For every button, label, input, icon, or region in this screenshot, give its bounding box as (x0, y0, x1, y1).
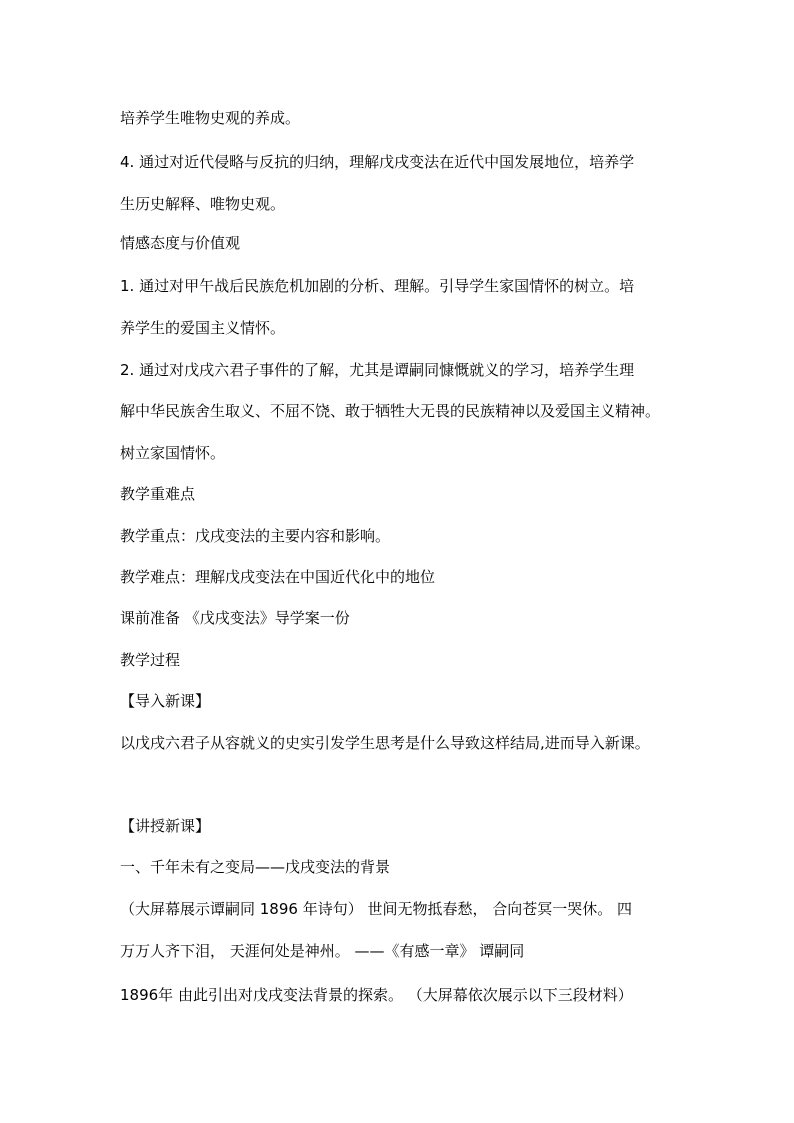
section-heading: 教学重难点 (120, 485, 196, 503)
text-line: 4. 通过对近代侵略与反抗的归纳，理解戊戌变法在近代中国发展地位，培养学 (120, 153, 635, 171)
text-line: 以戊戌六君子从容就义的史实引发学生思考是什么导致这样结局,进而导入新课。 (120, 734, 650, 752)
section-heading: 【导入新课】 (120, 692, 211, 710)
text-line: 2. 通过对戊戌六君子事件的了解，尤其是谭嗣同慷慨就义的学习，培养学生理 (120, 361, 635, 379)
text-line: 课前准备 《戊戌变法》导学案一份 (120, 609, 350, 627)
section-heading: 【讲授新课】 (120, 817, 211, 835)
text-line: （大屏幕展示谭嗣同 1896 年诗句） 世间无物抵春愁， 合向苍冥一哭休。 四 (120, 900, 633, 918)
section-heading: 一、千年未有之变局——戊戌变法的背景 (120, 858, 391, 876)
text-line: 1. 通过对甲午战后民族危机加剧的分析、理解。引导学生家国情怀的树立。培 (120, 277, 635, 295)
text-line: 树立家国情怀。 (120, 444, 226, 462)
section-heading: 情感态度与价值观 (120, 234, 241, 252)
text-line: 教学重点：戊戌变法的主要内容和影响。 (120, 527, 391, 545)
text-line: 1896年 由此引出对戊戌变法背景的探索。 （大屏幕依次展示以下三段材料） (120, 986, 633, 1004)
section-heading: 教学过程 (120, 651, 181, 669)
text-line: 万万人齐下泪， 天涯何处是神州。 ——《有感一章》 谭嗣同 (120, 942, 525, 960)
text-line: 解中华民族舍生取义、不屈不饶、敢于牺牲大无畏的民族精神以及爱国主义精神。 (120, 402, 661, 420)
text-line: 生历史解释、唯物史观。 (120, 195, 286, 213)
text-line: 养学生的爱国主义情怀。 (120, 319, 286, 337)
text-line: 培养学生唯物史观的养成。 (120, 109, 301, 127)
text-line: 教学难点：理解戊戌变法在中国近代化中的地位 (120, 568, 436, 586)
